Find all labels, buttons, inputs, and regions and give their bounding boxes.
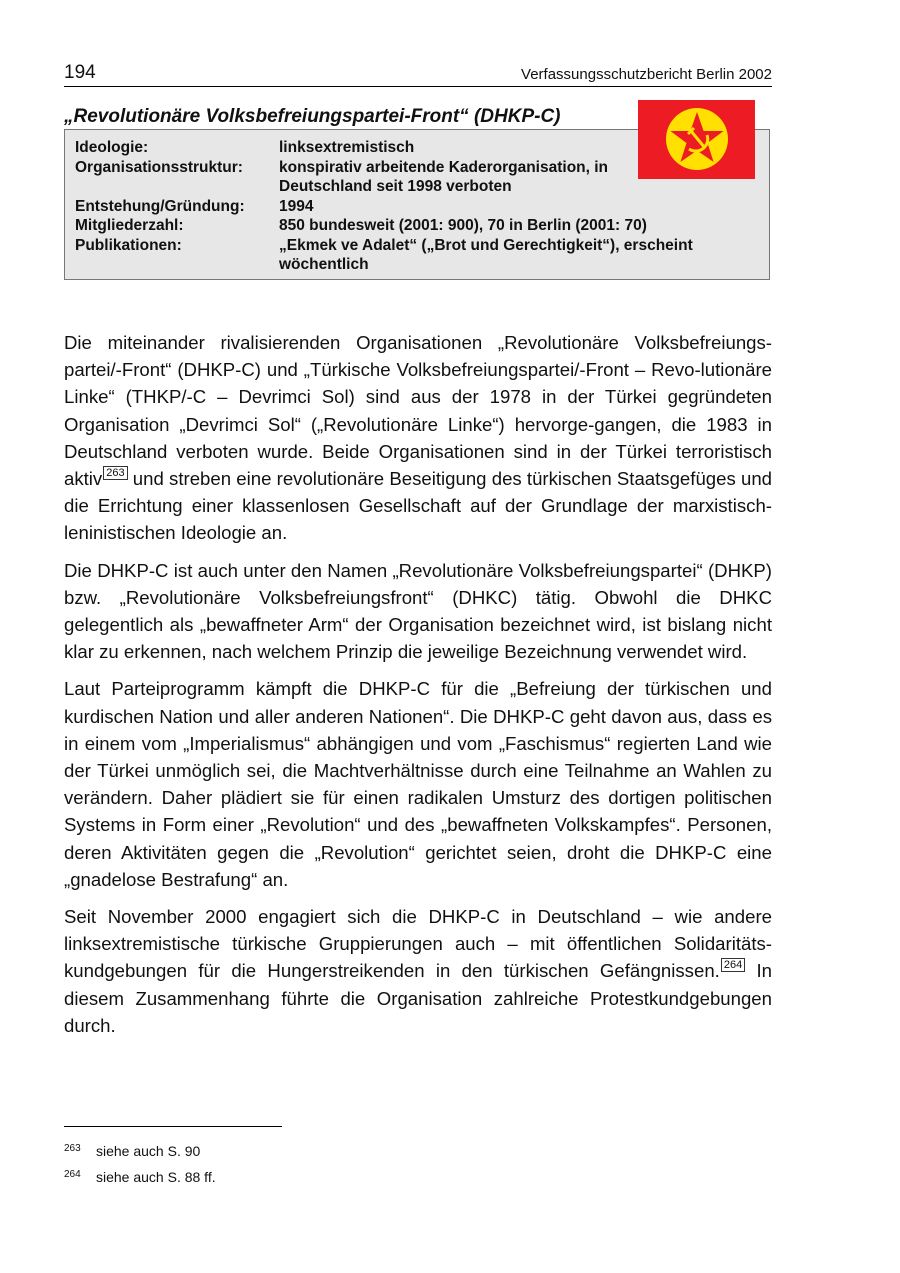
running-title: Verfassungsschutzbericht Berlin 2002 [521,66,772,83]
paragraph: Seit November 2000 engagiert sich die DHKP-C in Deutschland – wie andere linksextremistische türkische Gruppierungen auch – mit öffentlichen Solidaritäts-kundgebungen für die Hungerstreikenden in den türkischen Gefängnissen. 264 In diesem Zusammenhang führte die Organisation zahlreiche Protestkundgebungen durch. [64,906,772,1036]
info-row [75,216,739,236]
info-row [75,236,739,275]
page-number: 194 [64,62,96,83]
body-text [64,329,772,1049]
box-title: „Revolutionäre Volksbefreiungspartei-Front“ (DHKP-C) [64,106,561,127]
footnote-ref[interactable]: 263 [103,466,127,480]
organization-emblem-icon [638,100,755,179]
info-value: „Ekmek ve Adalet“ („Brot und Gerechtigkeit“), erscheint wöchentlich [279,236,693,273]
info-value: konspirativ arbeitende Kaderorganisation, in Deutschland seit 1998 verboten [279,158,609,195]
paragraph: Die DHKP-C ist auch unter den Namen „Revolutionäre Volksbefreiungspartei“ (DHKP) bzw. „Revolutionäre Volksbefreiungsfront“ (DHKC) tätig. Obwohl die DHKC gelegentlich als „bewaffneter Arm“ der Organisation bezeichnet wird, ist bislang nicht klar zu erkennen, nach welchem Prinzip die jeweilige Bezeichnung verwendet wird. [64,559,772,663]
info-value: linksextremistisch [279,139,415,156]
footnote-text: siehe auch S. 90 [96,1143,201,1159]
footnote-ref[interactable]: 264 [721,958,745,972]
info-key: Publikationen: [75,236,182,254]
footnote-text: siehe auch S. 88 ff. [96,1169,216,1185]
info-key: Entstehung/Gründung: [75,197,245,215]
footnote-number: 263 [64,1143,81,1154]
info-row [75,197,739,217]
footnote-number: 264 [64,1169,81,1180]
paragraph: Laut Parteiprogramm kämpft die DHKP-C für die „Befreiung der türkischen und kurdischen Nation und aller anderen Nationen“. Die DHKP-C geht davon aus, dass es in einem vom „Imperialismus“ abhängigen und vom „Faschismus“ regierten Land wie der Türkei unmöglich sei, die Machtverhältnisse durch eine Teilnahme an Wahlen zu verändern. Daher plädiert sie für einen radikalen Umsturz des dortigen politischen Systems in Form einer „Revolution“ und des „bewaffneten Volkskampfes“. Personen, deren Aktivitäten gegen die „Revolution“ gerichtet seien, droht die DHKP-C eine „gnadelose Bestrafung“ an. [64,678,772,890]
info-key: Organisationsstruktur: [75,158,243,176]
info-key: Ideologie: [75,139,149,156]
info-value: 850 bundesweit (2001: 900), 70 in Berlin (2001: 70) [279,217,647,234]
info-value: 1994 [279,197,314,215]
info-key: Mitgliederzahl: [75,217,184,234]
footnote [64,1169,216,1185]
header-rule [64,86,772,87]
paragraph: Die miteinander rivalisierenden Organisationen „Revolutionäre Volksbefreiungs-partei/-Front“ (DHKP-C) und „Türkische Volksbefreiungspartei/-Front – Revo-lutionäre Linke“ (THKP/-C – Devrimci Sol) sind aus der 1978 in der Türkei gegründeten Organisation „Devrimci Sol“ („Revolutionäre Linke“) hervorge-gangen, die 1983 in Deutschland verboten wurde. Beide Organisationen sind in der Türkei terroristisch aktiv 263 und streben eine revolutionäre Beseitigung des türkischen Staatsgefüges und die Errichtung einer klassenlosen Gesellschaft auf der Grundlage der marxistisch-leninistischen Ideologie an. [64,332,772,544]
footnote [64,1143,200,1159]
footnote-rule [64,1126,282,1127]
